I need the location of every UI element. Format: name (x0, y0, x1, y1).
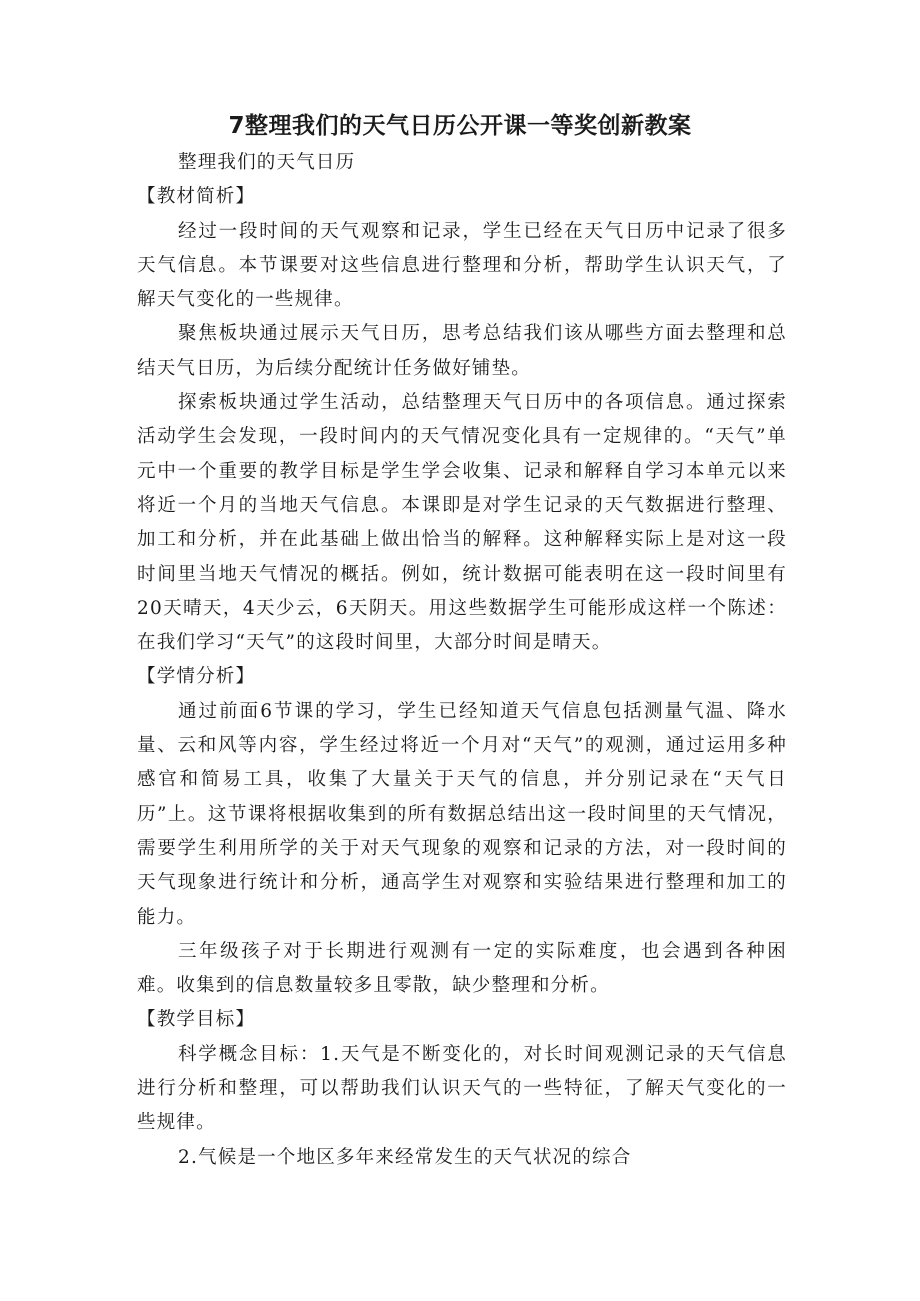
section-heading-material: 【教材简析】 (137, 186, 256, 208)
material-paragraph-1: 经过一段时间的天气观察和记录，学生已经在天气日历中记录了很多天气信息。本节课要对这些信息进行整理和分析，帮助学生认识天气，了解天气变化的一些规律。 (137, 220, 787, 311)
material-paragraph-3: 探索板块通过学生活动，总结整理天气日历中的各项信息。通过探索活动学生会发现，一段时间内的天气情况变化具有一定规律的。“天气”单元中一个重要的教学目标是学生学会收集、记录和解释自学习本单元以来将近一个月的当地天气信息。本课即是对学生记录的天气数据进行整理、加工和分析，并在此基础上做出恰当的解释。这种解释实际上是对这一段时间里当地天气情况的概括。例如，统计数据可能表明在这一段时间里有20天晴天，4天少云，6天阴天。用这些数据学生可能形成这样一个陈述：在我们学习“天气”的这段时间里，大部分时间是晴天。 (137, 392, 787, 654)
document-body (137, 146, 787, 1175)
subtitle: 整理我们的天气日历 (178, 152, 356, 173)
students-paragraph-1: 通过前面6节课的学习，学生已经知道天气信息包括测量气温、降水量、云和风等内容，学生经过将近一个月对“天气”的观测，通过运用多种感官和简易工具，收集了大量关于天气的信息，并分别记录在“天气日历”上。这节课将根据收集到的所有数据总结出这一段时间里的天气情况，需要学生利用所学的关于对天气现象的观察和记录的方法，对一段时间的天气现象进行统计和分析，通高学生对观察和实验结果进行整理和加工的能力。 (137, 700, 787, 928)
goals-paragraph-1: 科学概念目标：1.天气是不断变化的，对长时间观测记录的天气信息进行分析和整理，可以帮助我们认识天气的一些特征，了解天气变化的一些规律。 (137, 1043, 787, 1134)
students-paragraph-2: 三年级孩子对于长期进行观测有一定的实际难度，也会遇到各种困难。收集到的信息数量较多且零散，缺少整理和分析。 (137, 940, 787, 997)
document-title: 7整理我们的天气日历公开课一等奖创新教案 (228, 113, 692, 139)
section-heading-students: 【学情分析】 (137, 666, 256, 688)
section-heading-goals: 【教学目标】 (137, 1009, 256, 1031)
material-paragraph-2: 聚焦板块通过展示天气日历，思考总结我们该从哪些方面去整理和总结天气日历，为后续分配统计任务做好铺垫。 (137, 323, 787, 379)
goals-paragraph-2: 2.气候是一个地区多年来经常发生的天气状况的综合 (178, 1146, 632, 1168)
